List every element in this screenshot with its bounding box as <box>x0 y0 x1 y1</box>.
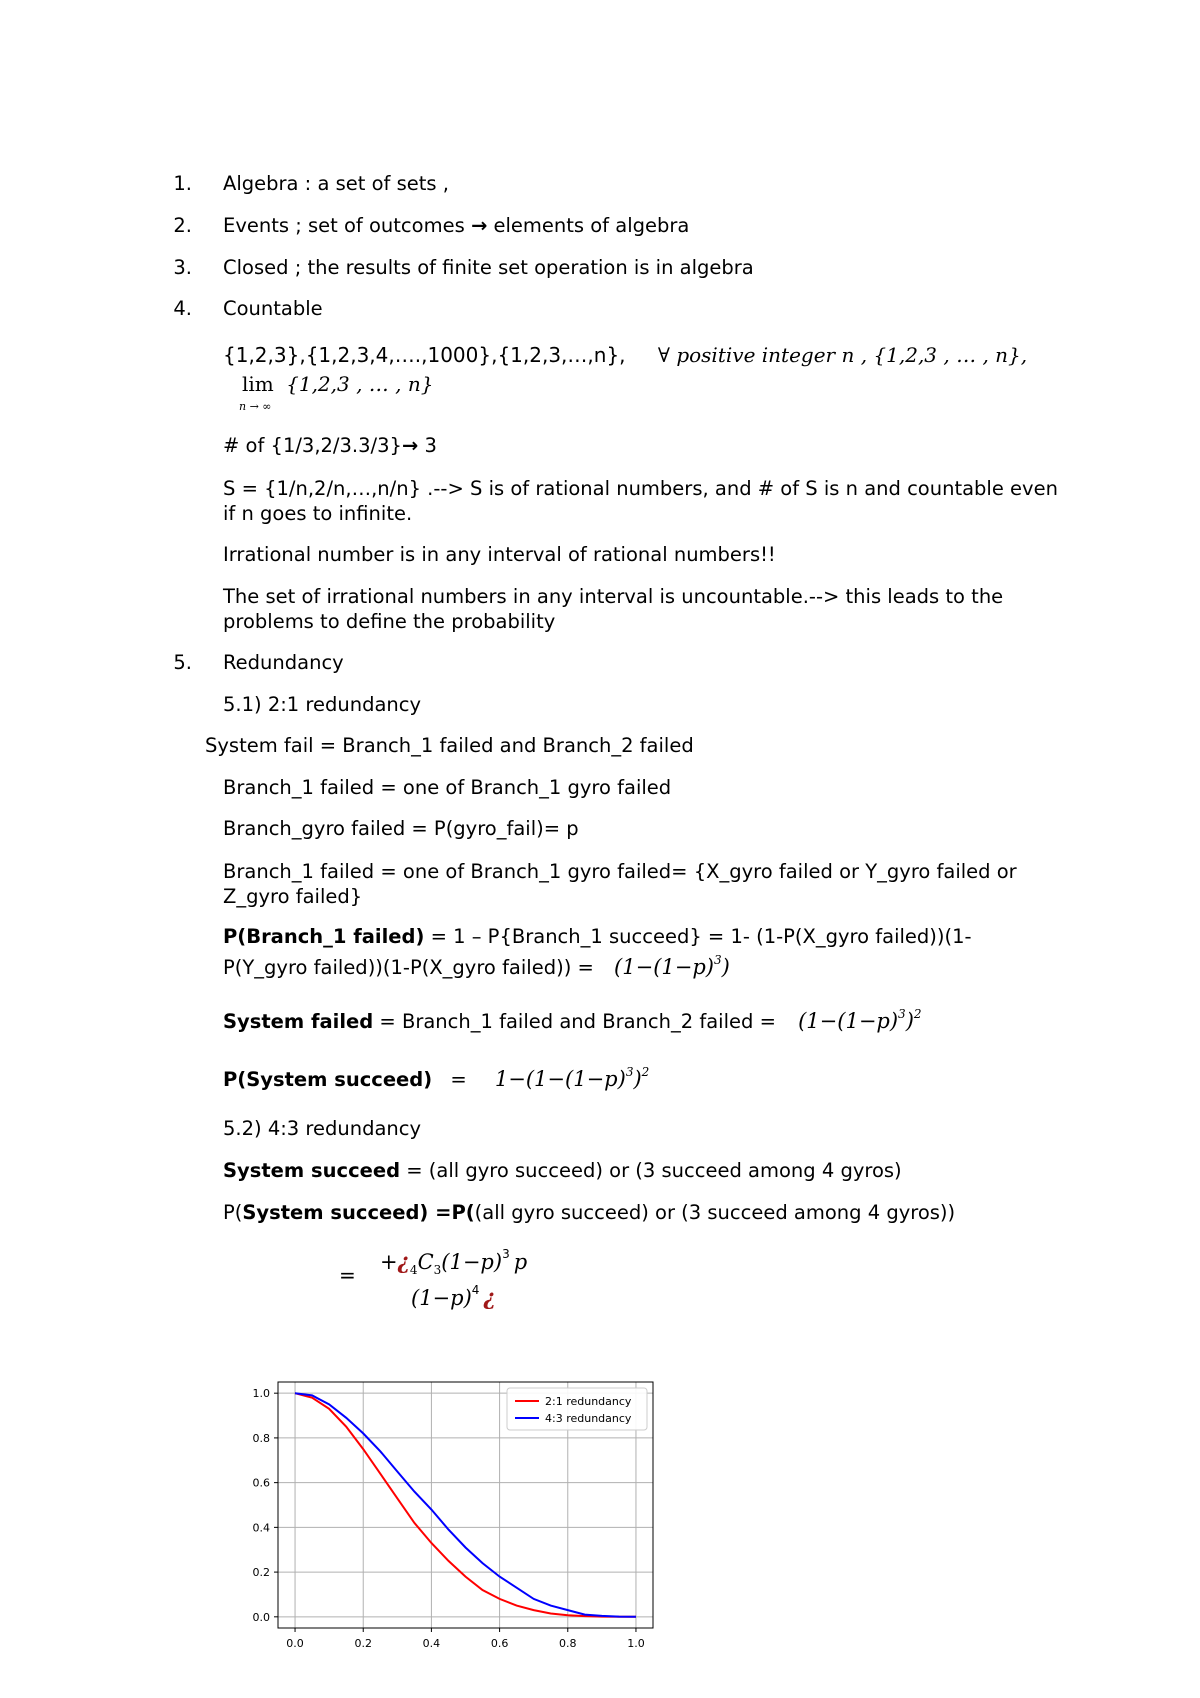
legend-label-1: 2:1 redundancy <box>545 1395 632 1408</box>
formula-4-3-line-2 <box>411 1285 496 1310</box>
system-succeed-line <box>223 1159 902 1182</box>
formula-4-3-line-1 <box>380 1249 527 1277</box>
x-tick-label: 0.2 <box>354 1637 372 1650</box>
list-number-3: 3. <box>173 256 192 279</box>
lim-subscript: n → ∞ <box>239 400 272 413</box>
arrow-icon: → <box>401 434 419 457</box>
events-text: Events ; set of outcomes <box>223 214 465 237</box>
one-minus-p: (1−p) <box>441 1250 503 1274</box>
p-variable: p <box>513 1250 528 1274</box>
countable-sets-line <box>223 343 1027 367</box>
system-succeed-label: System succeed <box>223 1159 401 1182</box>
p-branch1-label: P(Branch_1 failed) <box>223 925 425 948</box>
count-result: 3 <box>424 434 437 457</box>
uncountable-paragraph: The set of irrational numbers in any interval is uncountable.--> this leads to the problems to define the probability <box>223 585 1004 633</box>
count-text: # of {1/3,2/3.3/3} <box>223 434 402 457</box>
list-item-closed: Closed ; the results of finite set operation is in algebra <box>223 256 754 279</box>
x-tick-label: 1.0 <box>627 1637 645 1650</box>
y-tick-label: 0.6 <box>252 1476 270 1490</box>
exponent-4: 4 <box>471 1283 480 1297</box>
forall-symbol: ∀ <box>657 343 670 367</box>
subscript-3: 3 <box>433 1263 442 1278</box>
p-branch1-line-2 <box>223 955 730 979</box>
y-tick-label: 1.0 <box>252 1387 270 1401</box>
p-system-succeed-line <box>223 1067 649 1091</box>
limit-formula <box>242 372 434 396</box>
lim-text: lim <box>242 372 274 396</box>
equals-sign: = <box>450 1068 467 1091</box>
plus-sign: + <box>380 1250 398 1274</box>
count-line <box>223 434 437 457</box>
x-tick-label: 0.4 <box>422 1637 441 1650</box>
system-failed-line <box>223 1009 922 1033</box>
render-error-glyph: ¿ <box>397 1249 410 1274</box>
system-failed-formula: $(1-(1-p)^3)^2$ <box>798 1007 922 1033</box>
s-set-paragraph: S = {1/n,2/n,…,n/n} .--> S is of rational numbers, and # of S is n and countable even if n goes to infinite. <box>223 477 1058 525</box>
events-text-2: elements of algebra <box>493 214 690 237</box>
one-minus-p-power-4: (1−p) <box>411 1286 472 1310</box>
arrow-icon: → <box>470 214 488 237</box>
p-prefix: P( <box>223 1201 243 1224</box>
irrational-line: Irrational number is in any interval of rational numbers!! <box>223 543 776 566</box>
system-fail-line: System fail = Branch_1 failed and Branch_2 failed <box>205 734 694 757</box>
branch1-failed-line: Branch_1 failed = one of Branch_1 gyro failed <box>223 776 672 799</box>
positive-integer-text: positive integer n , <box>676 343 868 367</box>
list-number-1: 1. <box>173 172 192 195</box>
combination-c: C <box>417 1250 434 1274</box>
exponent-3: 3 <box>502 1247 510 1261</box>
legend-label-2: 4:3 redundancy <box>545 1412 632 1425</box>
list-number-5: 5. <box>173 651 192 674</box>
p-branch1-formula: $(1-(1-p)^3)$ <box>614 953 730 979</box>
x-tick-label: 0.0 <box>286 1637 304 1650</box>
set-examples: {1,2,3},{1,2,3,4,….,1000},{1,2,3,…,n}, <box>223 343 626 367</box>
list-number-4: 4. <box>173 297 192 320</box>
list-number-2: 2. <box>173 214 192 237</box>
system-failed-text: = Branch_1 failed and Branch_2 failed = <box>373 1010 776 1033</box>
render-error-glyph-2: ¿ <box>483 1285 496 1310</box>
system-failed-label: System failed <box>223 1010 374 1033</box>
p-branch1-expansion-2: P(Y_gyro failed))(1-P(X_gyro failed)) = <box>223 956 594 979</box>
y-tick-label: 0.0 <box>252 1610 270 1624</box>
lim-set: {1,2,3 , … , n} <box>286 372 434 396</box>
subscript-4: 4 <box>409 1263 418 1278</box>
y-tick-label: 0.2 <box>252 1566 270 1580</box>
redundancy-chart <box>230 1370 690 1670</box>
x-tick-label: 0.8 <box>559 1637 577 1650</box>
y-tick-label: 0.8 <box>252 1431 270 1445</box>
p-system-succeed-4-3-line <box>223 1201 955 1224</box>
branch-gyro-line: Branch_gyro failed = P(gyro_fail)= p <box>223 817 579 840</box>
p-system-succeed-4-3-label: System succeed) =P( <box>242 1201 475 1224</box>
list-item-events <box>223 214 689 237</box>
p-system-succeed-4-3-text: (all gyro succeed) or (3 succeed among 4 gyros)) <box>474 1201 956 1224</box>
set-n-formula: {1,2,3 , … , n}, <box>873 343 1028 367</box>
list-item-countable: Countable <box>223 297 323 320</box>
list-item-algebra: Algebra : a set of sets , <box>223 172 449 195</box>
equals-sign-2: = <box>339 1263 356 1287</box>
system-succeed-text: = (all gyro succeed) or (3 succeed among 4 gyros) <box>400 1159 902 1182</box>
p-branch1-expansion: = 1 – P{Branch_1 succeed} = 1- (1-P(X_gyro failed))(1- <box>424 925 972 948</box>
list-item-redundancy: Redundancy <box>223 651 344 674</box>
branch1-definition: Branch_1 failed = one of Branch_1 gyro failed= {X_gyro failed or Y_gyro failed or Z_gyro failed} <box>223 860 1017 908</box>
y-tick-label: 0.4 <box>252 1521 270 1535</box>
p-system-succeed-label: P(System succeed) <box>223 1068 433 1091</box>
p-system-succeed-formula: $1-(1-(1-p)^3)^2$ <box>494 1065 650 1091</box>
p-branch1-line-1 <box>223 925 972 948</box>
subheading-4-3-redundancy: 5.2) 4:3 redundancy <box>223 1117 422 1140</box>
x-tick-label: 0.6 <box>490 1637 509 1650</box>
subheading-2-1-redundancy: 5.1) 2:1 redundancy <box>223 693 422 716</box>
